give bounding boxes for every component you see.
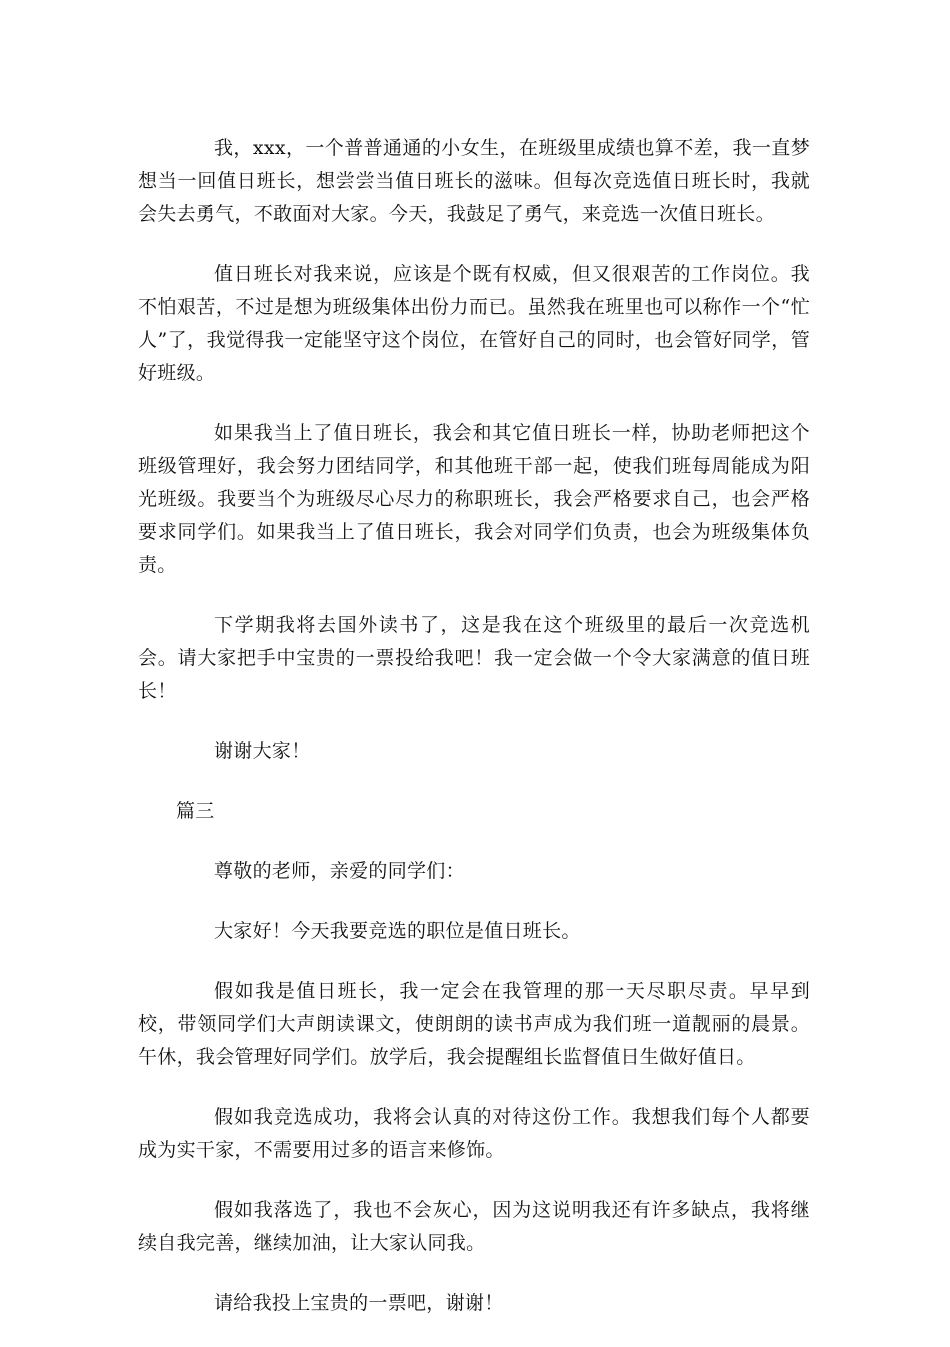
paragraph: 下学期我将去国外读书了，这是我在这个班级里的最后一次竞选机会。请大家把手中宝贵的一票投给我吧！我一定会做一个令大家满意的值日班长！ <box>138 614 810 702</box>
section-heading: 篇三 <box>176 800 215 822</box>
paragraph: 假如我竞选成功，我将会认真的对待这份工作。我想我们每个人都要成为实干家，不需要用过多的语言来修饰。 <box>138 1106 810 1161</box>
paragraph: 假如我是值日班长，我一定会在我管理的那一天尽职尽责。早早到校，带领同学们大声朗读课文，使朗朗的读书声成为我们班一道靓丽的晨景。午休，我会管理好同学们。放学后，我会提醒组长监督值日生做好值日。 <box>138 980 810 1068</box>
paragraph: 如果我当上了值日班长，我会和其它值日班长一样，协助老师把这个班级管理好，我会努力团结同学，和其他班干部一起，使我们班每周能成为阳光班级。我要当个为班级尽心尽力的称职班长，我会严格要求自己，也会严格要求同学们。如果我当上了值日班长，我会对同学们负责，也会为班级集体负责。 <box>138 422 810 576</box>
paragraph: 大家好！今天我要竞选的职位是值日班长。 <box>214 920 581 942</box>
salutation: 尊敬的老师，亲爱的同学们： <box>214 860 465 882</box>
paragraph: 谢谢大家！ <box>214 740 311 762</box>
document-body <box>138 132 810 1347</box>
paragraph: 值日班长对我来说，应该是个既有权威，但又很艰苦的工作岗位。我不怕艰苦，不过是想为班级集体出份力而已。虽然我在班里也可以称作一个“忙人”了，我觉得我一定能坚守这个岗位，在管好自己的同时，也会管好同学，管好班级。 <box>138 263 810 384</box>
paragraph: 假如我落选了，我也不会灰心，因为这说明我还有许多缺点，我将继续自我完善，继续加油，让大家认同我。 <box>138 1199 810 1254</box>
closing-line: 请给我投上宝贵的一票吧，谢谢！ <box>214 1292 504 1314</box>
paragraph: 我，xxx，一个普普通通的小女生，在班级里成绩也算不差，我一直梦想当一回值日班长，想尝尝当值日班长的滋味。但每次竞选值日班长时，我就会失去勇气，不敢面对大家。今天，我鼓足了勇气，来竞选一次值日班长。 <box>138 137 810 225</box>
